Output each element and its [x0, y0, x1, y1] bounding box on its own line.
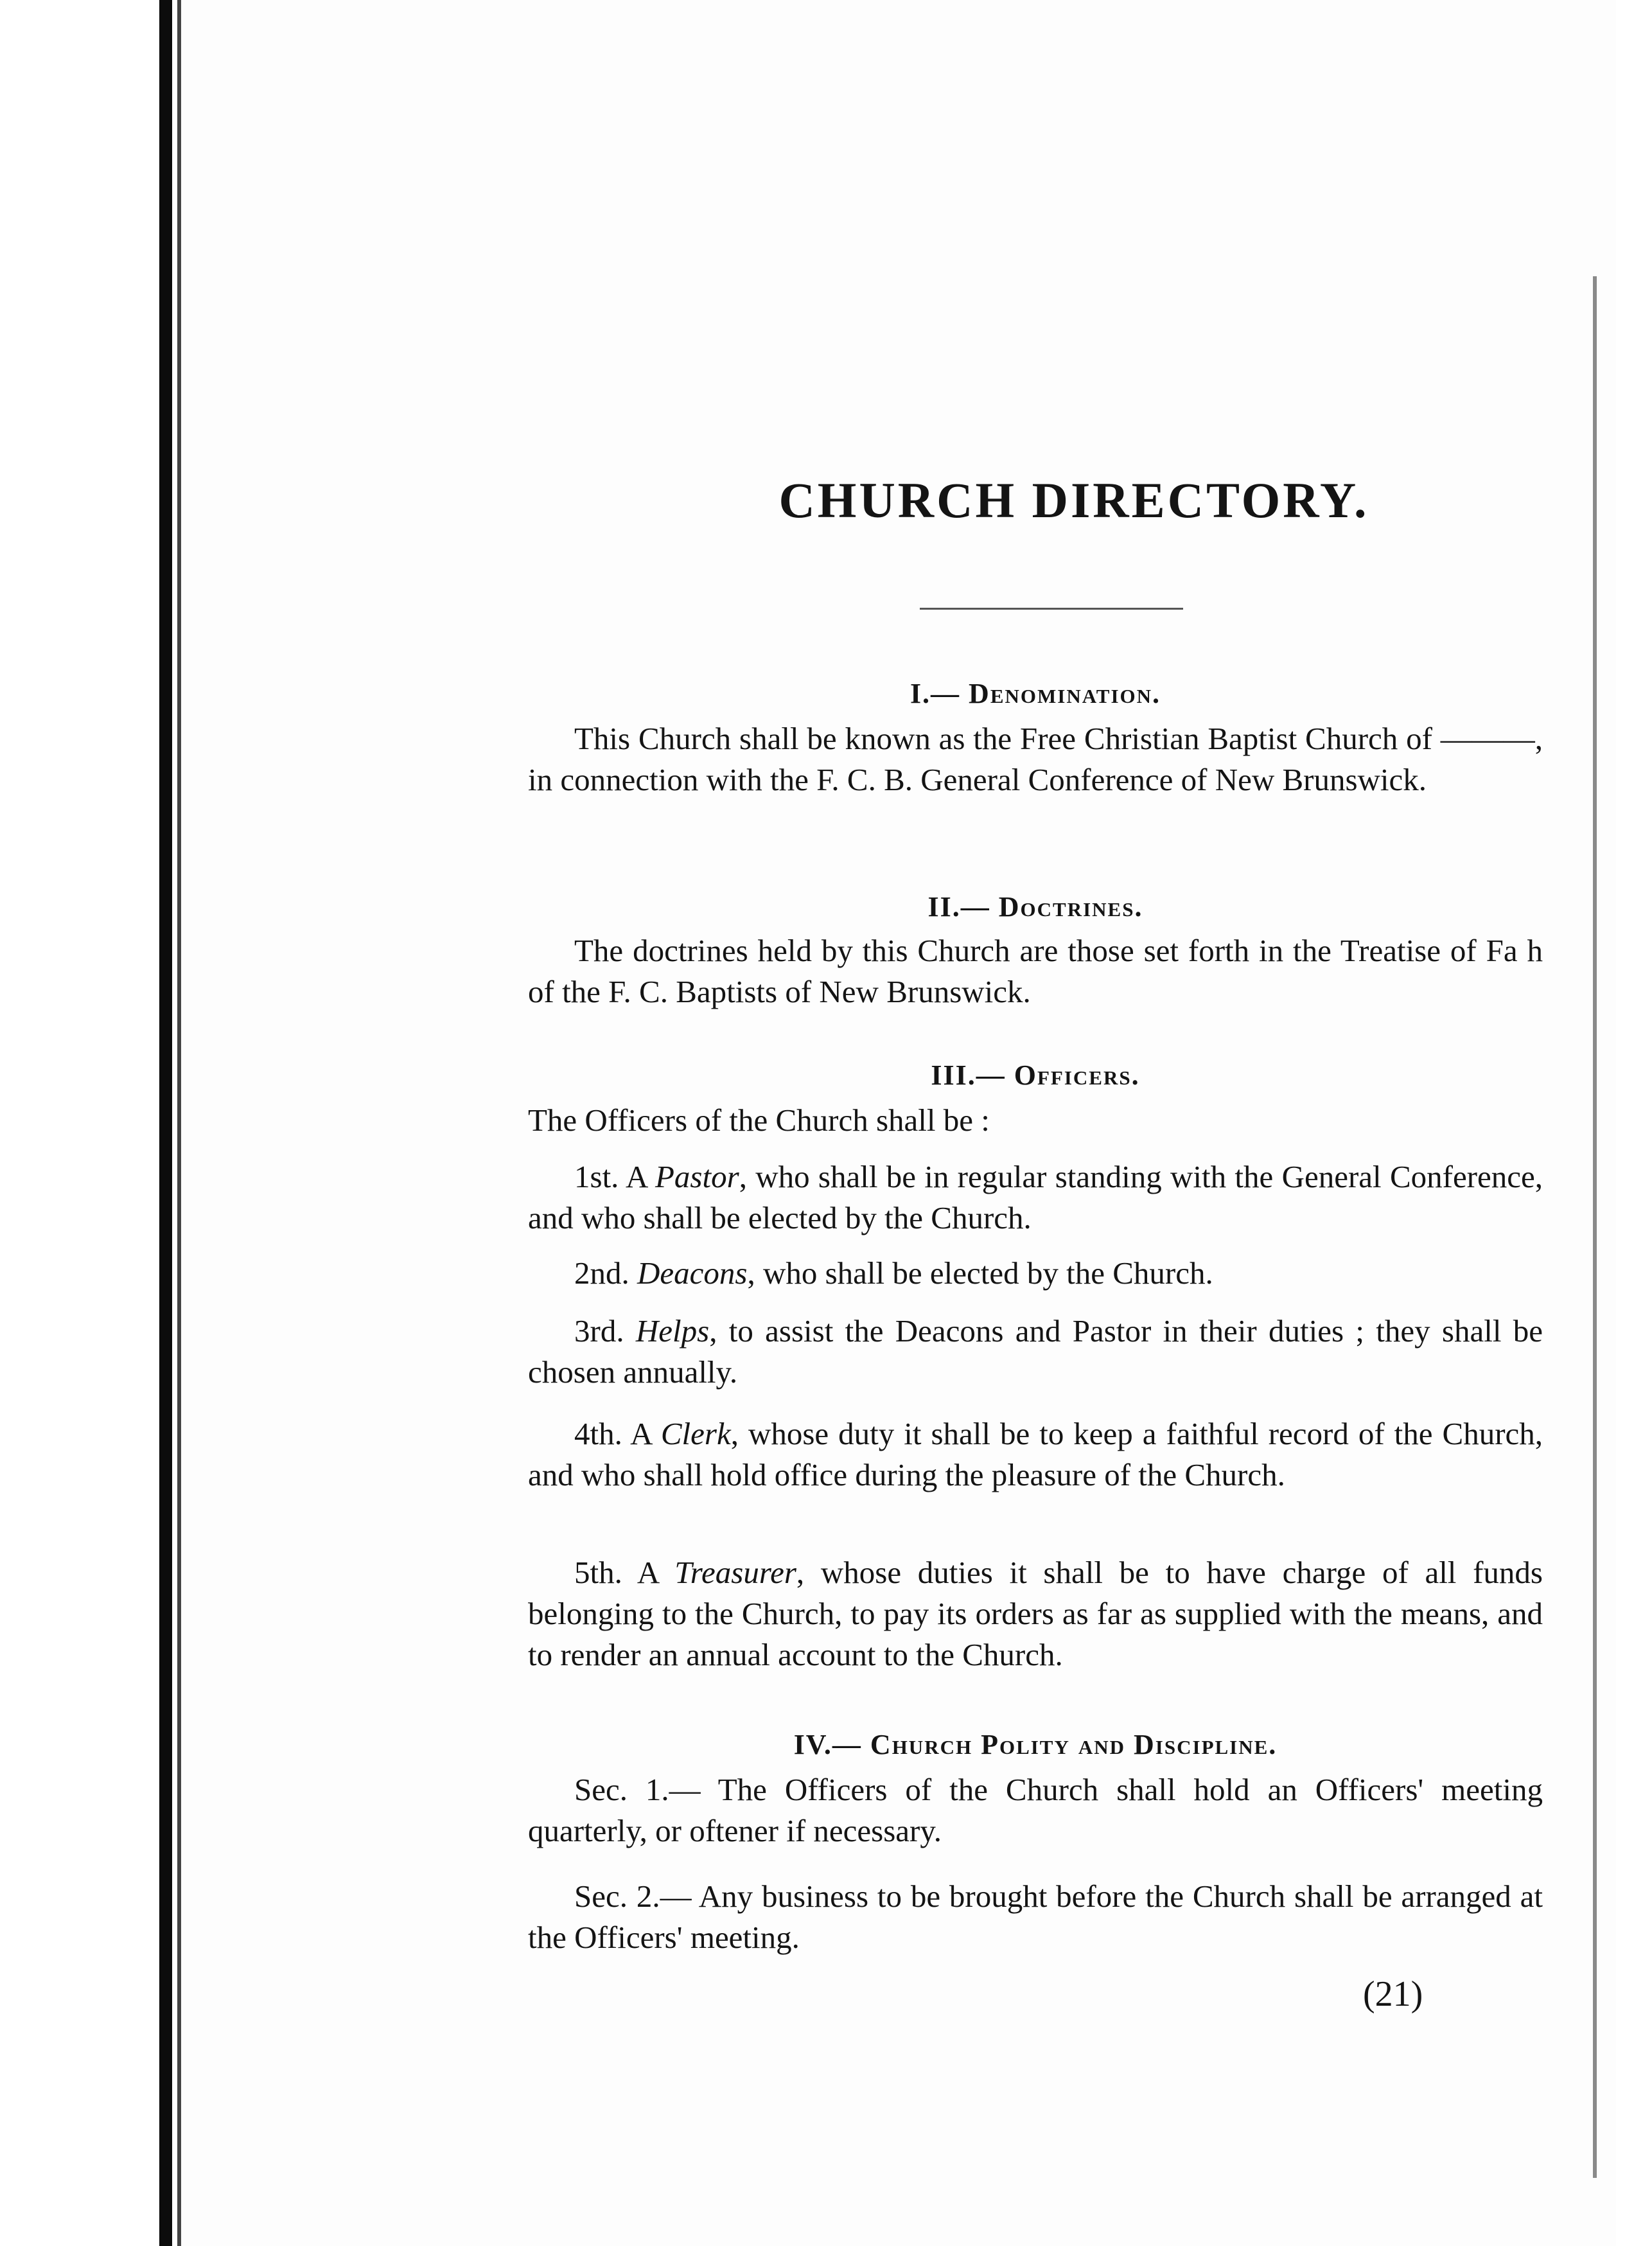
paragraph-denomination: This Church shall be known as the Free Christian Baptist Church of ———, in connection with the F. C. B. General Conference of New Brunswick.: [528, 721, 1543, 797]
title-rule: [920, 608, 1183, 610]
left-binding-edge: [159, 0, 172, 2246]
section-heading-polity: IV.— Church Polity and Discipline.: [793, 1729, 1278, 1760]
book-page: [181, 0, 1616, 2246]
section-heading-officers: III.— Officers.: [931, 1059, 1140, 1091]
paragraph-sec-1: Sec. 1.— The Officers of the Church shall hold an Officers' meeting quarterly, or oftener if necessary.: [528, 1772, 1543, 1848]
italic-clerk: Clerk: [660, 1416, 731, 1451]
paragraph-doctrines: The doctrines held by this Church are those set forth in the Treatise of Fa h of the F. C. Baptists of New Brunswick.: [528, 933, 1543, 1009]
section-heading-doctrines: II.— Doctrines.: [927, 891, 1143, 923]
paragraph-sec-2: Sec. 2.— Any business to be brought before the Church shall be arranged at the Officers' meeting.: [528, 1879, 1543, 1955]
paragraph-officers-intro: The Officers of the Church shall be :: [528, 1102, 990, 1138]
italic-treasurer: Treasurer: [674, 1555, 796, 1590]
italic-deacons: Deacons: [637, 1255, 748, 1291]
paragraph-treasurer: 5th. A Treasurer, whose duties it shall be to have charge of all funds belonging to the Church, to pay its orders as far as supplied with the means, and to render an annual account to the Church.: [528, 1555, 1543, 1672]
paragraph-helps: 3rd. Helps, to assist the Deacons and Pastor in their duties ; they shall be chosen annually.: [528, 1313, 1543, 1390]
page-right-edge: [1593, 276, 1597, 2178]
section-heading-denomination: I.— Denomination.: [909, 678, 1161, 709]
paragraph-deacons: 2nd. Deacons, who shall be elected by the Church.: [574, 1255, 1213, 1291]
page-title: CHURCH DIRECTORY.: [778, 472, 1369, 528]
page-number: (21): [1363, 1974, 1423, 2014]
paragraph-pastor: 1st. A Pastor, who shall be in regular standing with the General Conference, and who shall be elected by the Church.: [528, 1159, 1543, 1235]
paragraph-clerk: 4th. A Clerk, whose duty it shall be to keep a faithful record of the Church, and who shall hold office during the pleasure of the Church.: [528, 1416, 1543, 1492]
italic-helps: Helps: [635, 1313, 710, 1348]
italic-pastor: Pastor: [655, 1159, 739, 1194]
